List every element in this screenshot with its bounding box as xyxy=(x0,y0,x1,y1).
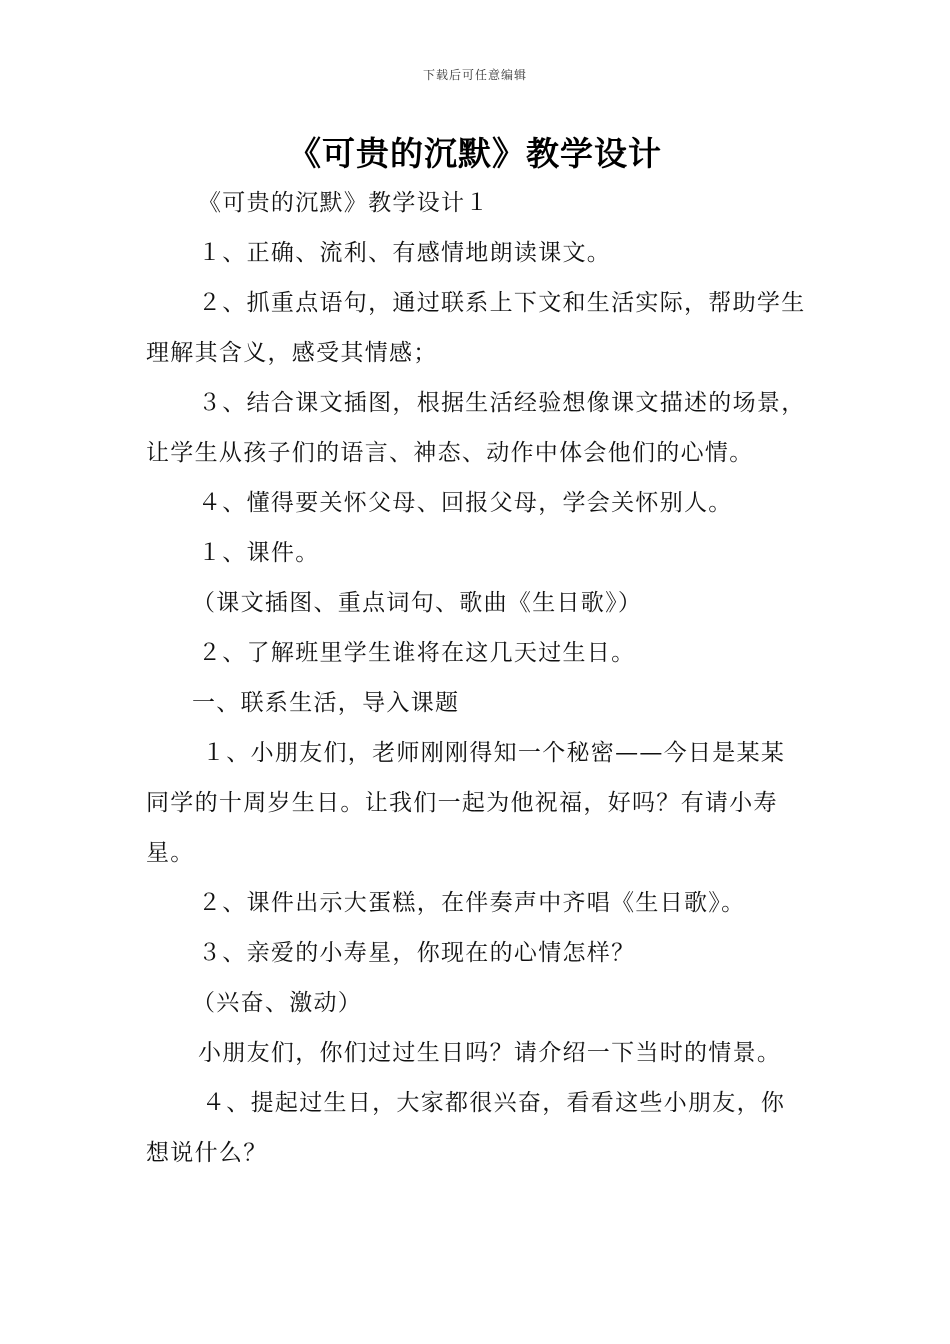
paragraph-step-3-note: （兴奋、激动） xyxy=(192,990,363,1016)
paragraph-prep-1-note: （课文插图、重点词句、歌曲《生日歌》） xyxy=(192,590,643,616)
paragraph-step-3: ３、亲爱的小寿星，你现在的心情怎样？ xyxy=(198,940,636,966)
paragraph-section-heading: 一、联系生活，导入课题 xyxy=(192,690,460,716)
paragraph-subtitle: 《可贵的沉默》教学设计１ xyxy=(198,190,490,216)
paragraph-step-3-question: 小朋友们，你们过过生日吗？请介绍一下当时的情景。 xyxy=(198,1040,782,1066)
paragraph-step-2: ２、课件出示大蛋糕，在伴奏声中齐唱《生日歌》。 xyxy=(198,890,746,916)
paragraph-prep-2: ２、了解班里学生谁将在这几天过生日。 xyxy=(198,640,636,666)
paragraph-objective-4: ４、懂得要关怀父母、回报父母，学会关怀别人。 xyxy=(198,490,733,516)
paragraph-objective-3: ３、结合课文插图，根据生活经验想像课文描述的场景，让学生从孩子们的语言、神态、动作中体会他们的心情。 xyxy=(146,390,806,466)
paragraph-objective-2: ２、抓重点语句，通过联系上下文和生活实际，帮助学生理解其含义，感受其情感； xyxy=(146,290,806,366)
paragraph-step-4: ４、提起过生日，大家都很兴奋，看看这些小朋友，你想说什么？ xyxy=(146,1090,786,1166)
paragraph-step-1: １、小朋友们，老师刚刚得知一个秘密——今日是某某同学的十周岁生日。让我们一起为他祝福，好吗？有请小寿星。 xyxy=(146,740,786,866)
paragraph-objective-1: １、正确、流利、有感情地朗读课文。 xyxy=(198,240,612,266)
document-body xyxy=(146,178,808,1178)
header-note: 下载后可任意编辑 xyxy=(422,68,527,82)
document-title: 《可贵的沉默》教学设计 xyxy=(288,134,662,173)
paragraph-prep-1: １、课件。 xyxy=(198,540,320,566)
